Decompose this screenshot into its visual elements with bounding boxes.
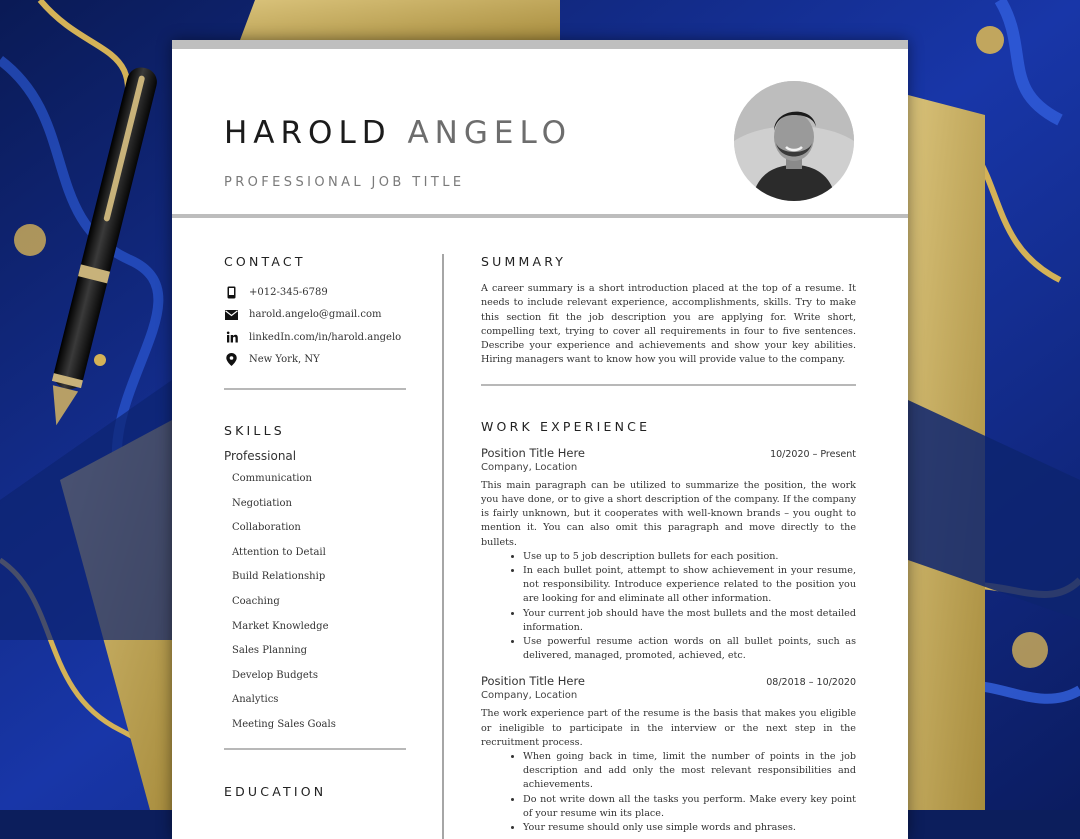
summary-text: A career summary is a short introduction placed at the top of a resume. It needs to include relevant experience, accomplishments, skills. Try to make this section fit the job description you are applying for. Write short, compelling text, trying to cover all requirements in four to five sentences. Describe your experience and achievements and show your key abilities. Hiring managers want to know how you will provide value to the company. [481, 283, 856, 366]
column-divider [442, 254, 444, 839]
first-name: HAROLD [224, 115, 392, 151]
job-title: PROFESSIONAL JOB TITLE [224, 175, 465, 190]
summary-divider [481, 384, 856, 386]
job-header [481, 446, 856, 460]
job-bullet: • Use up to 5 job description bullets for each position. [523, 550, 856, 564]
job-bullets [481, 750, 856, 835]
contact-email-text: harold.angelo@gmail.com [249, 309, 382, 321]
job-position: Position Title Here [481, 674, 586, 689]
skill-item: Build Relationship [232, 571, 326, 583]
candidate-name [224, 115, 572, 151]
work-experience-heading: WORK EXPERIENCE [481, 418, 651, 434]
job-bullet: • Your resume should only use simple words and phrases. [523, 821, 856, 835]
job-bullets [481, 550, 856, 664]
contact-linkedin [224, 326, 406, 349]
job-bullet: • When going back in time, limit the number of points in the job description and add only the most relevant responsibilities and achievements. [523, 750, 856, 793]
skills-divider [224, 748, 406, 750]
skill-item: Communication [232, 473, 312, 484]
job-bullet: • In each bullet point, attempt to show achievement in your resume, not responsibility. Introduce experience related to the position you are looking for and eliminate all other information. [523, 564, 856, 607]
skill-item: Meeting Sales Goals [232, 718, 336, 730]
job-description: This main paragraph can be utilized to summarize the position, the work you have done, or to give a short description of the company. If the company is fairly unknown, but it cooperates with well-known brands – you ought to mention it. You can also omit this paragraph and move directly to the bullets. [481, 479, 856, 548]
profile-photo [734, 81, 854, 201]
job-bullet: • Use powerful resume action words on all bullet points, such as delivered, managed, promoted, achieved, etc. [523, 635, 856, 663]
skill-item: Negotiation [232, 497, 292, 509]
last-name: ANGELO [407, 115, 573, 151]
job-bullet: • Your current job should have the most bullets and the most detailed information. [523, 607, 856, 635]
education-heading: EDUCATION [224, 783, 327, 799]
job-position: Position Title Here [481, 445, 586, 460]
job-company: Company, Location [481, 690, 578, 702]
job-entry [481, 674, 856, 835]
contact-heading: CONTACT [224, 254, 306, 269]
skill-item: Collaboration [232, 522, 301, 534]
contact-linkedin-text: linkedIn.com/in/harold.angelo [249, 331, 402, 343]
left-column [224, 254, 406, 799]
skills-subtitle: Professional [224, 449, 297, 463]
job-dates: 08/2018 – 10/2020 [766, 677, 856, 689]
skill-item: Coaching [232, 595, 280, 607]
skills-heading: SKILLS [224, 423, 285, 438]
location-pin-icon [224, 353, 239, 367]
right-column [481, 254, 856, 835]
job-description: The work experience part of the resume is the basis that makes you eligible or ineligible to participate in the interview or the next step in the recruitment process. [481, 708, 856, 748]
phone-icon [224, 285, 239, 299]
job-bullet: • Do not write down all the tasks you perform. Make every key point of your resume win its place. [523, 793, 856, 821]
linkedin-icon [224, 330, 239, 344]
skill-item: Analytics [232, 694, 279, 706]
contact-email [224, 304, 406, 327]
summary-heading: SUMMARY [481, 254, 567, 269]
header-divider [172, 214, 908, 218]
contact-list [224, 281, 406, 371]
contact-phone [224, 281, 406, 304]
skill-item: Attention to Detail [232, 546, 326, 558]
skill-item: Market Knowledge [232, 620, 329, 632]
resume-page [172, 40, 908, 839]
contact-divider [224, 388, 406, 390]
email-icon [224, 308, 239, 322]
job-entry [481, 446, 856, 664]
job-header [481, 674, 856, 688]
job-company: Company, Location [481, 461, 578, 473]
skills-list [224, 467, 406, 738]
skill-item: Sales Planning [232, 645, 308, 657]
skill-item: Develop Budgets [232, 669, 318, 681]
job-dates: 10/2020 – Present [770, 448, 856, 460]
contact-location [224, 349, 406, 372]
contact-phone-text: +012-345-6789 [249, 286, 328, 298]
contact-location-text: New York, NY [249, 354, 320, 366]
